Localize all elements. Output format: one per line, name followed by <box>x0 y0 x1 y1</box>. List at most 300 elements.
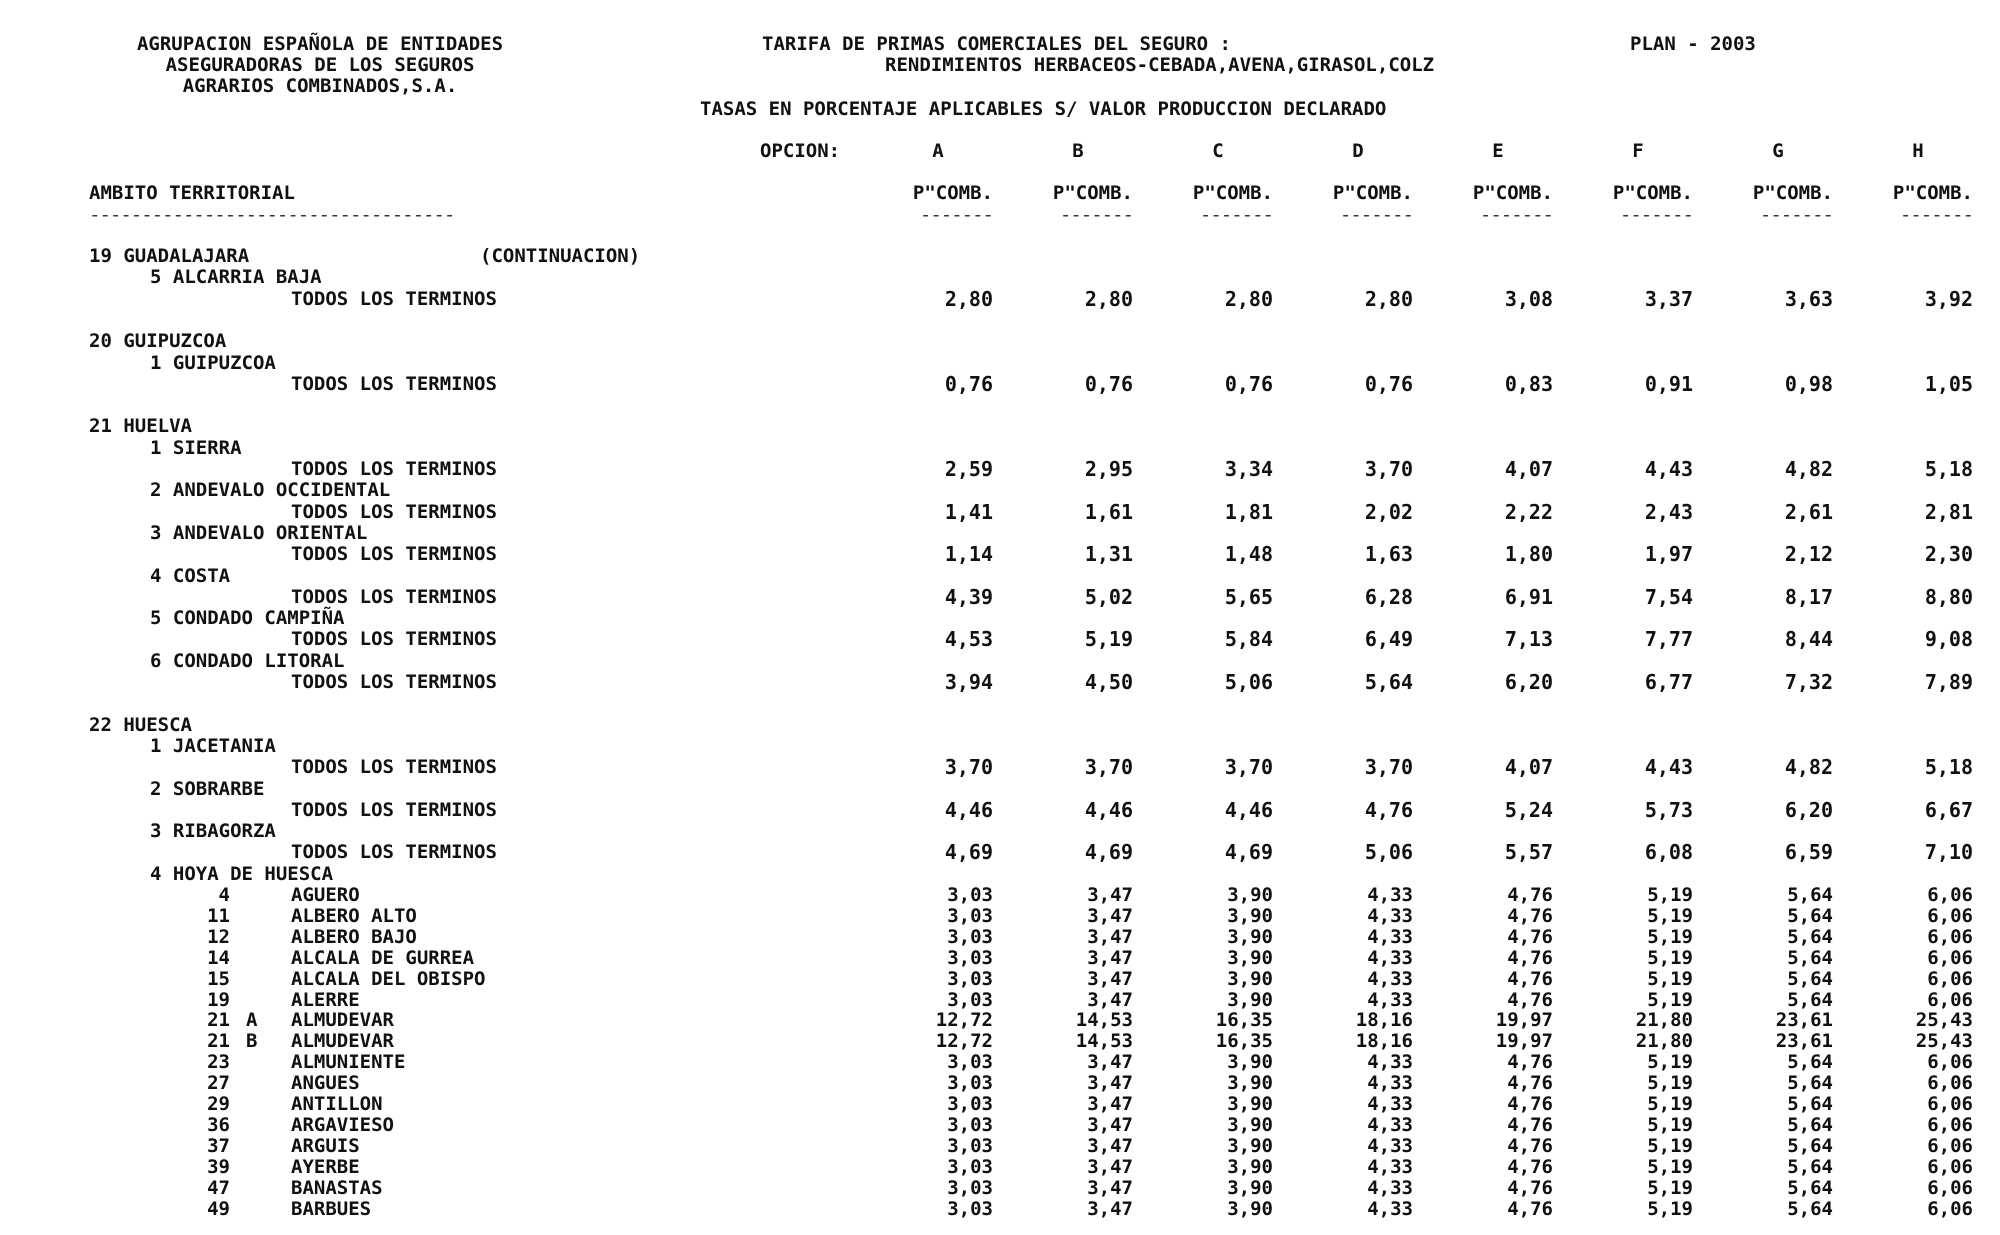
rate-cell-b: 3,47 <box>1087 1072 1133 1095</box>
rate-cell-b: 3,47 <box>1087 1134 1133 1157</box>
region-heading: 5 ALCARRIA BAJA <box>150 266 322 289</box>
column-header-e: P"COMB. <box>1472 182 1553 204</box>
terms-label: TODOS LOS TERMINOS <box>291 671 497 693</box>
rate-cell-f: 5,19 <box>1647 904 1693 927</box>
rate-cell-c: 3,90 <box>1227 1197 1273 1220</box>
rate-cell-g: 23,61 <box>1775 1030 1833 1053</box>
rate-cell-a: 3,03 <box>947 925 993 948</box>
rate-cell-e: 4,76 <box>1507 904 1553 927</box>
rate-cell-a: 3,03 <box>947 1093 993 1115</box>
rate-cell-d: 2,80 <box>1364 286 1413 311</box>
rate-cell-e: 2,22 <box>1504 499 1553 524</box>
rate-cell-h: 6,06 <box>1927 1072 1973 1095</box>
region-heading: 4 HOYA DE HUESCA <box>150 862 334 885</box>
rate-cell-a: 4,69 <box>944 840 993 865</box>
rate-cell-b: 0,76 <box>1084 371 1133 396</box>
rate-cell-e: 4,76 <box>1507 1072 1553 1095</box>
rate-cell-a: 4,46 <box>944 797 993 822</box>
rate-cell-f: 5,19 <box>1647 1072 1693 1095</box>
rate-cell-g: 5,64 <box>1787 1176 1833 1199</box>
rate-cell-d: 3,70 <box>1364 755 1413 780</box>
municipality-code: 11 <box>207 904 230 927</box>
rate-cell-b: 3,47 <box>1087 904 1133 927</box>
column-header-dashes: ------- <box>919 204 993 226</box>
rate-cell-c: 3,90 <box>1227 1155 1273 1178</box>
municipality-code: 19 <box>207 988 230 1011</box>
option-letter-f: F <box>1632 140 1644 162</box>
rate-cell-e: 4,07 <box>1504 457 1553 481</box>
rate-cell-h: 2,81 <box>1924 499 1973 524</box>
rate-cell-h: 7,89 <box>1924 670 1973 694</box>
rate-cell-a: 3,94 <box>944 670 993 694</box>
rate-cell-h: 6,67 <box>1924 797 1973 822</box>
rate-cell-f: 4,43 <box>1644 755 1693 780</box>
rate-cell-h: 5,18 <box>1924 755 1973 780</box>
rate-cell-g: 5,64 <box>1787 925 1833 948</box>
rate-cell-e: 6,91 <box>1504 584 1553 609</box>
rate-cell-e: 5,57 <box>1504 840 1553 865</box>
company-name-line2: ASEGURADORAS DE LOS SEGUROS <box>165 54 475 76</box>
municipality-name: ANTILLON <box>291 1093 383 1115</box>
rate-cell-h: 9,08 <box>1924 627 1973 652</box>
municipality-name: ALBERO BAJO <box>291 925 417 948</box>
region-heading: 5 CONDADO CAMPIÑA <box>150 607 345 630</box>
terms-label: TODOS LOS TERMINOS <box>291 841 497 864</box>
column-header-dashes: ------- <box>1199 204 1273 226</box>
terms-label: TODOS LOS TERMINOS <box>291 500 497 523</box>
rate-cell-h: 6,06 <box>1927 884 1973 906</box>
rate-cell-e: 4,07 <box>1504 755 1553 780</box>
municipality-code: 12 <box>207 925 230 948</box>
rate-cell-g: 5,64 <box>1787 1197 1833 1220</box>
rate-cell-c: 3,90 <box>1227 967 1273 990</box>
rate-cell-h: 6,06 <box>1927 988 1973 1011</box>
rate-cell-b: 2,95 <box>1084 457 1133 481</box>
rate-cell-f: 21,80 <box>1635 1030 1693 1053</box>
rate-cell-b: 3,47 <box>1087 1051 1133 1074</box>
rate-cell-a: 3,03 <box>947 1051 993 1074</box>
rate-cell-b: 2,80 <box>1084 286 1133 311</box>
rate-cell-g: 5,64 <box>1787 1155 1833 1178</box>
rate-cell-e: 19,97 <box>1495 1030 1553 1053</box>
rate-cell-e: 4,76 <box>1507 1113 1553 1136</box>
municipality-name: AGUERO <box>291 884 360 906</box>
rate-cell-h: 6,06 <box>1927 1093 1973 1115</box>
region-heading: 3 RIBAGORZA <box>150 820 276 843</box>
rate-cell-a: 3,03 <box>947 946 993 969</box>
rate-cell-f: 5,73 <box>1644 797 1693 822</box>
rate-cell-f: 7,54 <box>1644 584 1693 609</box>
rate-cell-f: 5,19 <box>1647 1051 1693 1074</box>
rate-cell-h: 6,06 <box>1927 904 1973 927</box>
municipality-name: ARGUIS <box>291 1134 360 1157</box>
rate-cell-b: 3,47 <box>1087 1197 1133 1220</box>
rate-cell-a: 3,03 <box>947 1113 993 1136</box>
rate-cell-a: 3,03 <box>947 988 993 1011</box>
rate-cell-g: 5,64 <box>1787 1051 1833 1074</box>
municipality-name: ALERRE <box>291 988 360 1011</box>
rate-cell-c: 2,80 <box>1224 286 1273 311</box>
municipality-name: ALMUDEVAR <box>291 1009 394 1032</box>
rate-cell-c: 3,90 <box>1227 1134 1273 1157</box>
rate-cell-a: 3,70 <box>944 755 993 780</box>
municipality-code: 15 <box>207 967 230 990</box>
rate-cell-b: 1,61 <box>1084 499 1133 524</box>
rate-cell-d: 6,28 <box>1364 584 1413 609</box>
rate-cell-b: 4,50 <box>1084 670 1133 694</box>
region-heading: 1 JACETANIA <box>150 734 276 757</box>
rate-cell-h: 6,06 <box>1927 967 1973 990</box>
rate-cell-h: 25,43 <box>1915 1030 1973 1053</box>
rate-cell-d: 5,64 <box>1364 670 1413 694</box>
rate-cell-d: 18,16 <box>1355 1009 1413 1032</box>
rate-cell-e: 4,76 <box>1507 1155 1553 1178</box>
rate-cell-f: 5,19 <box>1647 1134 1693 1157</box>
rate-cell-c: 3,90 <box>1227 1072 1273 1095</box>
column-header-g: P"COMB. <box>1752 182 1833 204</box>
rate-cell-b: 3,47 <box>1087 1113 1133 1136</box>
municipality-code: 27 <box>207 1072 230 1095</box>
rate-cell-h: 25,43 <box>1915 1009 1973 1032</box>
rate-cell-e: 1,80 <box>1504 542 1553 567</box>
rate-cell-e: 19,97 <box>1495 1009 1553 1032</box>
rate-cell-f: 0,91 <box>1644 371 1693 396</box>
municipality-code: 21 <box>207 1030 230 1053</box>
rate-cell-d: 4,33 <box>1367 1134 1413 1157</box>
municipality-code: 47 <box>207 1176 230 1199</box>
rate-cell-h: 6,06 <box>1927 1155 1973 1178</box>
column-header-dashes: ------- <box>1339 204 1413 226</box>
region-heading: 3 ANDEVALO ORIENTAL <box>150 521 368 544</box>
rate-cell-e: 4,76 <box>1507 1134 1553 1157</box>
municipality-name: BANASTAS <box>291 1176 383 1199</box>
rate-cell-a: 2,59 <box>944 457 993 481</box>
rate-cell-c: 3,70 <box>1224 755 1273 780</box>
rate-cell-c: 4,46 <box>1224 797 1273 822</box>
rate-cell-a: 12,72 <box>935 1009 993 1032</box>
municipality-code: 37 <box>207 1134 230 1157</box>
rate-cell-h: 2,30 <box>1924 542 1973 567</box>
rate-cell-a: 3,03 <box>947 1155 993 1178</box>
rate-cell-b: 1,31 <box>1084 542 1133 567</box>
rate-cell-g: 3,63 <box>1784 286 1833 311</box>
rate-cell-f: 7,77 <box>1644 627 1693 652</box>
rate-cell-e: 0,83 <box>1504 371 1553 396</box>
rate-cell-d: 4,33 <box>1367 925 1413 948</box>
plan-label: PLAN - 2003 <box>1630 33 1756 55</box>
rate-cell-b: 3,47 <box>1087 967 1133 990</box>
option-letter-e: E <box>1492 140 1504 162</box>
rate-cell-d: 2,02 <box>1364 499 1413 524</box>
rate-cell-d: 4,33 <box>1367 946 1413 969</box>
rate-cell-f: 6,77 <box>1644 670 1693 694</box>
region-heading: 2 ANDEVALO OCCIDENTAL <box>150 479 391 502</box>
rate-cell-c: 3,90 <box>1227 1176 1273 1199</box>
rate-cell-g: 6,20 <box>1784 797 1833 822</box>
rate-cell-g: 5,64 <box>1787 884 1833 906</box>
company-name-line3: AGRARIOS COMBINADOS,S.A. <box>182 75 458 97</box>
continuation-note: (CONTINUACION) <box>480 245 641 267</box>
province-heading: 22 HUESCA <box>89 713 192 736</box>
municipality-name: ALCALA DEL OBISPO <box>291 967 486 990</box>
region-heading: 1 SIERRA <box>150 436 242 459</box>
rate-cell-d: 4,33 <box>1367 884 1413 906</box>
rate-cell-h: 6,06 <box>1927 1134 1973 1157</box>
option-letter-a: A <box>932 140 944 162</box>
municipality-name: ANGUES <box>291 1072 360 1095</box>
rate-cell-e: 4,76 <box>1507 884 1553 906</box>
rate-cell-c: 3,90 <box>1227 904 1273 927</box>
municipality-code: 36 <box>207 1113 230 1136</box>
rate-cell-g: 2,12 <box>1784 542 1833 567</box>
rate-cell-f: 5,19 <box>1647 988 1693 1011</box>
rate-cell-c: 16,35 <box>1215 1009 1273 1032</box>
rate-cell-g: 5,64 <box>1787 946 1833 969</box>
rate-cell-b: 5,02 <box>1084 584 1133 609</box>
terms-label: TODOS LOS TERMINOS <box>291 585 497 608</box>
rate-cell-b: 3,47 <box>1087 1155 1133 1178</box>
rate-cell-a: 1,41 <box>944 499 993 524</box>
rate-cell-g: 5,64 <box>1787 904 1833 927</box>
rate-cell-f: 6,08 <box>1644 840 1693 865</box>
rate-cell-d: 18,16 <box>1355 1030 1413 1053</box>
municipality-code: 29 <box>207 1093 230 1115</box>
municipality-name: BARBUES <box>291 1197 372 1220</box>
rate-cell-h: 8,80 <box>1924 584 1973 609</box>
rate-cell-g: 5,64 <box>1787 967 1833 990</box>
rate-cell-b: 3,70 <box>1084 755 1133 780</box>
rate-cell-d: 4,33 <box>1367 904 1413 927</box>
rate-cell-e: 7,13 <box>1504 627 1553 652</box>
province-heading: 20 GUIPUZCOA <box>89 330 227 353</box>
municipality-name: ALMUDEVAR <box>291 1030 394 1053</box>
municipality-code: 14 <box>207 946 230 969</box>
rate-cell-c: 5,84 <box>1224 627 1273 652</box>
rate-cell-b: 3,47 <box>1087 988 1133 1011</box>
municipality-code: 4 <box>218 884 230 906</box>
rate-cell-a: 3,03 <box>947 1134 993 1157</box>
province-heading: 19 GUADALAJARA <box>89 245 250 267</box>
region-heading: 1 GUIPUZCOA <box>150 351 276 374</box>
rate-cell-b: 5,19 <box>1084 627 1133 652</box>
terms-label: TODOS LOS TERMINOS <box>291 287 497 310</box>
terms-label: TODOS LOS TERMINOS <box>291 628 497 651</box>
rate-cell-g: 6,59 <box>1784 840 1833 865</box>
municipality-code: 21 <box>207 1009 230 1032</box>
rate-cell-e: 3,08 <box>1504 286 1553 311</box>
municipality-suffix: A <box>246 1009 258 1032</box>
rate-cell-c: 4,69 <box>1224 840 1273 865</box>
rate-cell-e: 4,76 <box>1507 1093 1553 1115</box>
rate-cell-a: 12,72 <box>935 1030 993 1053</box>
rate-cell-g: 0,98 <box>1784 371 1833 396</box>
municipality-name: ALMUNIENTE <box>291 1051 406 1074</box>
rate-cell-d: 3,70 <box>1364 457 1413 481</box>
rate-cell-f: 1,97 <box>1644 542 1693 567</box>
rate-cell-a: 3,03 <box>947 884 993 906</box>
option-letter-d: D <box>1352 140 1364 162</box>
rate-cell-a: 1,14 <box>944 542 993 567</box>
rate-cell-h: 3,92 <box>1924 286 1973 311</box>
option-label: OPCION: <box>760 140 841 162</box>
rate-cell-f: 5,19 <box>1647 884 1693 906</box>
column-header-dashes: ------- <box>1899 204 1973 226</box>
rate-cell-e: 4,76 <box>1507 1176 1553 1199</box>
rate-cell-d: 1,63 <box>1364 542 1413 567</box>
rate-cell-c: 3,90 <box>1227 946 1273 969</box>
municipality-code: 49 <box>207 1197 230 1220</box>
rate-cell-e: 5,24 <box>1504 797 1553 822</box>
rate-cell-f: 5,19 <box>1647 1197 1693 1220</box>
rate-cell-d: 4,76 <box>1364 797 1413 822</box>
document-title: TARIFA DE PRIMAS COMERCIALES DEL SEGURO : <box>762 33 1231 55</box>
rate-cell-c: 1,48 <box>1224 542 1273 567</box>
rate-cell-f: 5,19 <box>1647 1155 1693 1178</box>
municipality-name: ALBERO ALTO <box>291 904 417 927</box>
rate-cell-g: 5,64 <box>1787 1113 1833 1136</box>
rate-cell-f: 3,37 <box>1644 286 1693 311</box>
rate-cell-d: 4,33 <box>1367 967 1413 990</box>
rate-cell-d: 5,06 <box>1364 840 1413 865</box>
column-header-d: P"COMB. <box>1332 182 1413 204</box>
municipality-code: 39 <box>207 1155 230 1178</box>
rate-cell-f: 5,19 <box>1647 925 1693 948</box>
rate-cell-e: 4,76 <box>1507 925 1553 948</box>
rate-cell-b: 3,47 <box>1087 946 1133 969</box>
terms-label: TODOS LOS TERMINOS <box>291 458 497 480</box>
rate-cell-e: 4,76 <box>1507 1051 1553 1074</box>
rate-cell-a: 3,03 <box>947 1176 993 1199</box>
rate-cell-a: 2,80 <box>944 286 993 311</box>
rate-cell-h: 6,06 <box>1927 1113 1973 1136</box>
rate-cell-d: 0,76 <box>1364 371 1413 396</box>
terms-label: TODOS LOS TERMINOS <box>291 372 497 395</box>
rate-cell-b: 4,46 <box>1084 797 1133 822</box>
rate-cell-d: 4,33 <box>1367 1051 1413 1074</box>
rate-cell-h: 6,06 <box>1927 925 1973 948</box>
rate-cell-g: 4,82 <box>1784 457 1833 481</box>
rate-cell-b: 3,47 <box>1087 1093 1133 1115</box>
rate-cell-h: 5,18 <box>1924 457 1973 481</box>
rate-cell-e: 4,76 <box>1507 946 1553 969</box>
rate-cell-c: 3,90 <box>1227 1093 1273 1115</box>
rate-cell-g: 8,44 <box>1784 627 1833 652</box>
region-heading: 2 SOBRARBE <box>150 777 265 800</box>
rate-cell-e: 4,76 <box>1507 1197 1553 1220</box>
rate-cell-a: 3,03 <box>947 967 993 990</box>
rate-cell-a: 3,03 <box>947 1072 993 1095</box>
rate-cell-b: 3,47 <box>1087 925 1133 948</box>
rate-cell-b: 3,47 <box>1087 884 1133 906</box>
column-header-c: P"COMB. <box>1192 182 1273 204</box>
rate-cell-a: 3,03 <box>947 904 993 927</box>
rate-cell-g: 7,32 <box>1784 670 1833 694</box>
column-header-h: P"COMB. <box>1892 182 1973 204</box>
rate-cell-h: 6,06 <box>1927 1197 1973 1220</box>
column-header-dashes: ------- <box>1059 204 1133 226</box>
column-header-b: P"COMB. <box>1052 182 1133 204</box>
company-name-line1: AGRUPACION ESPAÑOLA DE ENTIDADES <box>136 33 504 55</box>
rate-cell-b: 3,47 <box>1087 1176 1133 1199</box>
region-heading: 6 CONDADO LITORAL <box>150 649 345 672</box>
rates-subtitle: TASAS EN PORCENTAJE APLICABLES S/ VALOR PRODUCCION DECLARADO <box>700 98 1387 120</box>
rate-cell-d: 4,33 <box>1367 1113 1413 1136</box>
region-heading: 4 COSTA <box>150 564 231 587</box>
rate-cell-h: 6,06 <box>1927 1051 1973 1074</box>
rate-cell-e: 6,20 <box>1504 670 1553 694</box>
rate-cell-c: 1,81 <box>1224 499 1273 524</box>
rate-cell-b: 14,53 <box>1075 1030 1133 1053</box>
option-letter-c: C <box>1212 140 1224 162</box>
document-title-crops: RENDIMIENTOS HERBACEOS-CEBADA,AVENA,GIRASOL,COLZ <box>885 54 1435 76</box>
column-header-a: P"COMB. <box>912 182 993 204</box>
municipality-name: ALCALA DE GURREA <box>291 946 475 969</box>
rate-cell-h: 6,06 <box>1927 1176 1973 1199</box>
rate-cell-f: 5,19 <box>1647 946 1693 969</box>
option-letter-h: H <box>1912 140 1924 162</box>
option-letter-b: B <box>1072 140 1084 162</box>
rate-cell-h: 6,06 <box>1927 946 1973 969</box>
rate-cell-f: 5,19 <box>1647 1093 1693 1115</box>
column-header-dashes: ------- <box>1759 204 1833 226</box>
rate-cell-e: 4,76 <box>1507 967 1553 990</box>
rate-cell-d: 4,33 <box>1367 1155 1413 1178</box>
rate-cell-b: 4,69 <box>1084 840 1133 865</box>
rate-cell-c: 3,90 <box>1227 988 1273 1011</box>
rate-cell-a: 4,39 <box>944 584 993 609</box>
rate-cell-d: 4,33 <box>1367 1072 1413 1095</box>
province-heading: 21 HUELVA <box>89 415 192 438</box>
rate-cell-c: 5,06 <box>1224 670 1273 694</box>
rate-cell-g: 5,64 <box>1787 1134 1833 1157</box>
rate-cell-e: 4,76 <box>1507 988 1553 1011</box>
municipality-suffix: B <box>246 1030 258 1053</box>
ambito-territorial-header: AMBITO TERRITORIAL <box>89 182 295 204</box>
rate-cell-c: 3,90 <box>1227 884 1273 906</box>
rate-cell-g: 5,64 <box>1787 1072 1833 1095</box>
rate-cell-a: 4,53 <box>944 627 993 652</box>
rate-cell-f: 2,43 <box>1644 499 1693 524</box>
terms-label: TODOS LOS TERMINOS <box>291 756 497 779</box>
rate-cell-c: 3,90 <box>1227 1113 1273 1136</box>
rate-cell-d: 4,33 <box>1367 1197 1413 1220</box>
column-header-dashes: ------- <box>1479 204 1553 226</box>
rate-cell-g: 5,64 <box>1787 1093 1833 1115</box>
rate-cell-a: 3,03 <box>947 1197 993 1220</box>
rate-cell-d: 4,33 <box>1367 988 1413 1011</box>
rate-cell-g: 8,17 <box>1784 584 1833 609</box>
rate-cell-f: 5,19 <box>1647 967 1693 990</box>
rate-cell-f: 4,43 <box>1644 457 1693 481</box>
municipality-name: AYERBE <box>291 1155 360 1178</box>
rate-cell-g: 4,82 <box>1784 755 1833 780</box>
terms-label: TODOS LOS TERMINOS <box>291 543 497 566</box>
rate-cell-c: 5,65 <box>1224 584 1273 609</box>
rate-cell-f: 5,19 <box>1647 1176 1693 1199</box>
ambito-underline: ----------------------------------- <box>89 204 455 226</box>
rate-cell-c: 16,35 <box>1215 1030 1273 1053</box>
rate-cell-c: 3,34 <box>1224 457 1273 481</box>
rate-cell-h: 7,10 <box>1924 840 1973 865</box>
municipality-code: 23 <box>207 1051 230 1074</box>
rate-cell-c: 3,90 <box>1227 1051 1273 1074</box>
rate-cell-c: 0,76 <box>1224 371 1273 396</box>
rate-cell-g: 2,61 <box>1784 499 1833 524</box>
rate-cell-b: 14,53 <box>1075 1009 1133 1032</box>
rate-cell-c: 3,90 <box>1227 925 1273 948</box>
column-header-f: P"COMB. <box>1612 182 1693 204</box>
terms-label: TODOS LOS TERMINOS <box>291 798 497 821</box>
